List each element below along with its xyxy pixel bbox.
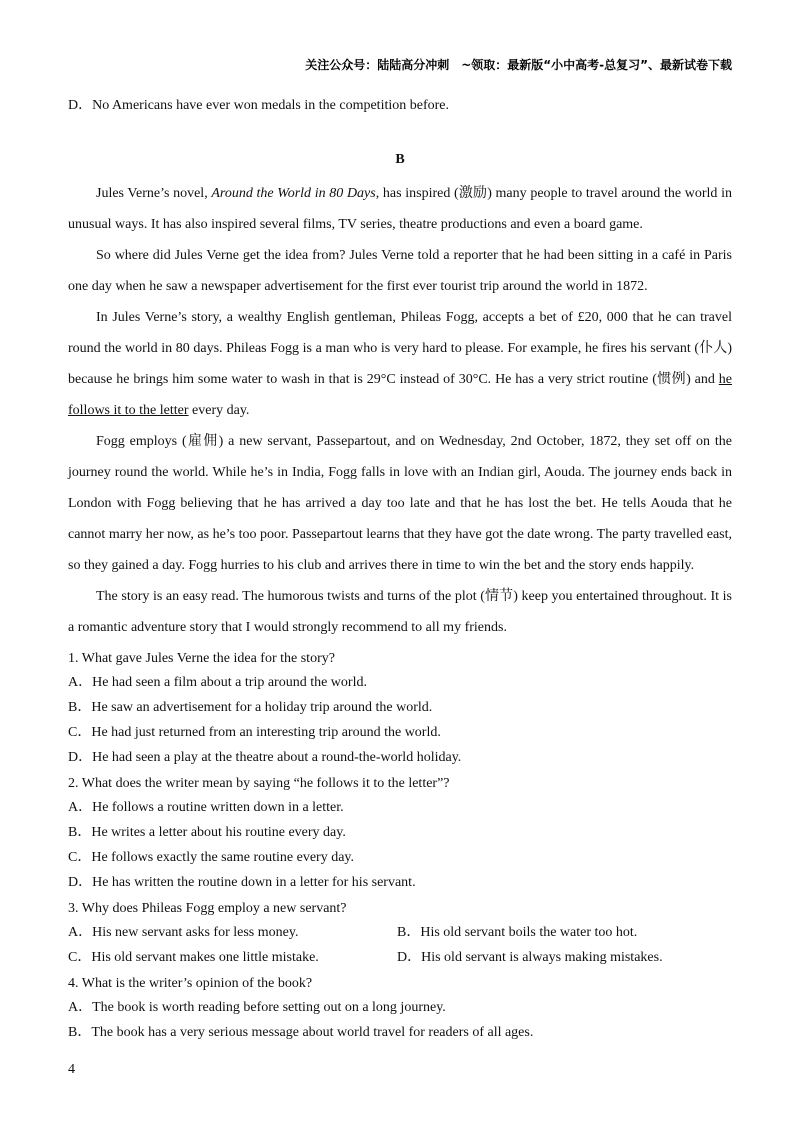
option-a: A．He follows a routine written down in a letter. (68, 800, 344, 815)
option-d: D．His old servant is always making mistakes. (397, 950, 663, 965)
section-label: B (395, 152, 405, 167)
p1-text-a: Jules Verne’s novel, (96, 186, 212, 201)
option-d: D．He has written the routine down in a letter for his servant. (68, 875, 416, 890)
option-c: C．His old servant makes one little mistake. (68, 950, 319, 965)
question-text: 3. Why does Phileas Fogg employ a new servant? (68, 901, 347, 916)
question-text: 4. What is the writer’s opinion of the book? (68, 976, 313, 991)
p3-text-b: every day. (188, 403, 250, 418)
option-b: B．His old servant boils the water too hot. (397, 925, 638, 940)
option-a: A．The book is worth reading before setting out on a long journey. (68, 1000, 446, 1015)
passage-paragraph-5: The story is an easy read. The humorous twists and turns of the plot (情节) keep you entertained throughout. It is a romantic adventure story that I would strongly recommend to all my friends. (68, 589, 732, 635)
previous-question-option-d: D．No Americans have ever won medals in the competition before. (68, 98, 449, 113)
question-3 (68, 899, 732, 968)
question-text: 2. What does the writer mean by saying “he follows it to the letter”? (68, 776, 450, 791)
option-a: A．His new servant asks for less money. (68, 925, 299, 940)
page-header: 关注公众号：陆陆高分冲刺 ~领取：最新版“小中高考-总复习”、最新试卷下载 (305, 58, 732, 72)
passage-paragraph-1 (68, 178, 732, 240)
underlined-phrase: he follows it to the letter (68, 372, 732, 418)
passage-paragraph-4: Fogg employs (雇佣) a new servant, Passepartout, and on Wednesday, 2nd October, 1872, they set off on the journey round the world. While he’s in India, Fogg falls in love with an Indian girl, Aouda. The journey ends back in London with Fogg believing that he has arrived a day too late and that he has lost the bet. He tells Aouda that he cannot marry her now, as he’s too poor. Passepartout learns that they have got the date wrong. The party travelled east, so they gained a day. Fogg hurries to his club and arrives there in time to win the bet and the story ends happily. (68, 434, 732, 573)
p3-text-a: In Jules Verne’s story, a wealthy English gentleman, Phileas Fogg, accepts a bet of £20, 000 that he can travel round the world in 80 days. Phileas Fogg is a man who is very hard to please. For example, he fires his servant (仆人) because he brings him some water to wash in that is 29°C instead of 30°C. He has a very strict routine (惯例) and (68, 310, 732, 387)
reading-passage (68, 178, 732, 643)
option-c: C．He had just returned from an interesting trip around the world. (68, 725, 441, 740)
question-text: 1. What gave Jules Verne the idea for the story? (68, 651, 335, 666)
option-b: B．He saw an advertisement for a holiday trip around the world. (68, 700, 433, 715)
passage-paragraph-3 (68, 302, 732, 426)
p1-text-b: , has inspired (激励) many people to travel around the world in unusual ways. It has also inspired several films, TV series, theatre productions and even a board game. (68, 186, 732, 232)
document-body (68, 96, 732, 1048)
question-2 (68, 774, 732, 893)
option-d: D．He had seen a play at the theatre about a round-the-world holiday. (68, 750, 462, 765)
option-b: B．He writes a letter about his routine every day. (68, 825, 346, 840)
page-number: 4 (68, 1062, 75, 1077)
passage-paragraph-2: So where did Jules Verne get the idea from? Jules Verne told a reporter that he had been sitting in a café in Paris one day when he saw a newspaper advertisement for the first ever tourist trip around the world in 1872. (68, 248, 732, 294)
novel-title: Around the World in 80 Days (211, 186, 376, 201)
question-1 (68, 649, 732, 768)
question-4 (68, 974, 732, 1043)
option-a: A．He had seen a film about a trip around the world. (68, 675, 367, 690)
option-c: C．He follows exactly the same routine every day. (68, 850, 355, 865)
option-b: B．The book has a very serious message about world travel for readers of all ages. (68, 1025, 534, 1040)
